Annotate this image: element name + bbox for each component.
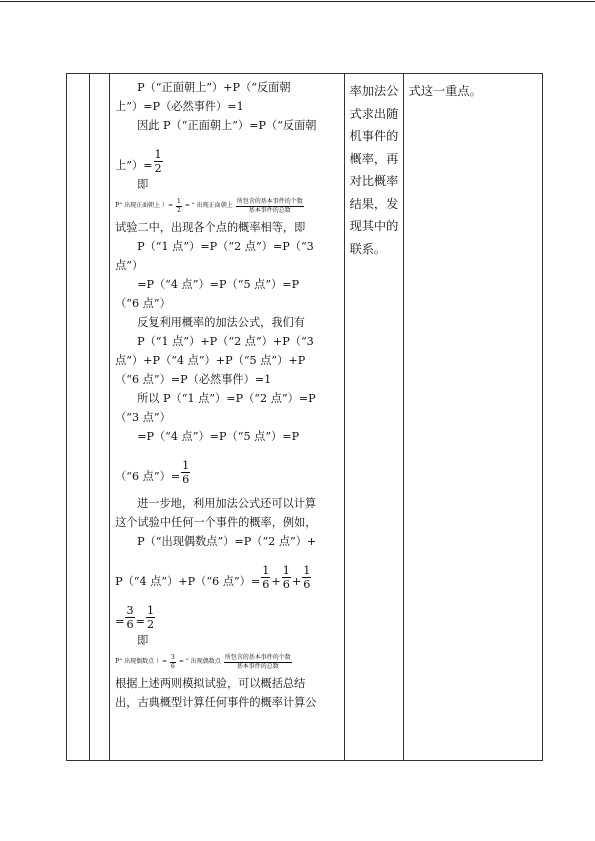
fraction: $\frac{1}{2}$ [146, 604, 155, 631]
design-intent-text: 率加法公 式求出随 机事件的 概率，再 对比概率 结果，发 现其中的 联系。 [349, 84, 399, 256]
text-line: P（“出现偶数点”）=P（“2 点”）+ [137, 535, 317, 548]
formula-small: P“ 出现偶数点 ）= $\frac{3}{6}$ = “ 出现偶数点 $\frac{\text{所包含的基本事件的个数}}{\text{基本事件的总数}}$ [115, 653, 291, 670]
text-line: 即 [137, 178, 149, 191]
design-intent-cell [344, 74, 403, 761]
blank-cell-2 [90, 74, 110, 761]
text-line: 根据上述两则模拟试验，可以概括总结 [115, 677, 306, 690]
text-line: P（“1 点”）=P（“2 点”）=P（“3 [137, 240, 314, 253]
text-line: （“6 点”）=P（必然事件）=1 [115, 373, 272, 386]
blank-cell-1 [67, 74, 90, 761]
text-line: 即 [137, 634, 149, 647]
derivation-text [110, 74, 343, 712]
content-cell [110, 74, 344, 761]
fraction: $\frac{1}{6}$ [182, 459, 190, 486]
text-line: （“3 点”） [115, 411, 171, 424]
fraction: $\frac{3}{6}$ [126, 604, 134, 631]
fraction-line: = $\frac{3}{6}$ = $\frac{1}{2}$ [115, 604, 155, 631]
notes-text: 式这一重点。 [408, 84, 482, 98]
text-line: P（“1 点”）+P（“2 点”）+P（“3 [137, 335, 314, 348]
fraction-line: 上”）= $\frac{1}{2}$ [115, 148, 162, 175]
text-line: =P（“4 点”）=P（“5 点”）=P [137, 430, 300, 443]
text-line: 上”）=P（必然事件）=1 [115, 100, 244, 113]
text-line: 点”）+P（“4 点”）+P（“5 点”）+P [115, 354, 306, 367]
formula-small: P“ 出现正面朝上 ）= $\frac{1}{2}$ = “ 出现正面朝上 $\frac{\text{所包含的基本事件的个数}}{\text{基本事件的总数}}$ [115, 197, 303, 214]
fraction-line: （“6 点”）= $\frac{1}{6}$ [115, 459, 190, 486]
text-line: 出，古典概型计算任何事件的概率计算公 [115, 696, 317, 709]
table-row [67, 74, 543, 761]
lesson-table [66, 73, 543, 761]
text-line: 点”） [115, 259, 144, 272]
text-line: （“6 点”） [115, 297, 171, 310]
fraction: $\frac{1}{6}$ [282, 564, 290, 591]
text-line: 所以 P（“1 点”）=P（“2 点”）=P [137, 392, 316, 405]
header-rule [0, 1, 595, 2]
notes-cell [403, 74, 542, 761]
text-line: 进一步地，利用加法公式还可以计算 [137, 497, 317, 510]
text-line: P（“正面朝上”）+P（“反面朝 [137, 81, 291, 94]
text-line: 反复利用概率的加法公式，我们有 [137, 316, 305, 329]
fraction: $\frac{1}{2}$ [154, 148, 162, 175]
text-line: 因此 P（“正面朝上”）=P（“反面朝 [137, 119, 317, 132]
fraction: $\frac{1}{6}$ [303, 564, 311, 591]
fraction-line: P（“4 点”）+P（“6 点”）= $\frac{1}{6}$ + $\frac{1}{6}$ + $\frac{1}{6}$ [115, 564, 311, 591]
text-line: =P（“4 点”）=P（“5 点”）=P [137, 278, 300, 291]
text-line: 试验二中，出现各个点的概率相等，即 [115, 221, 306, 234]
text-line: 这个试验中任何一个事件的概率，例如， [115, 516, 317, 529]
fraction: $\frac{1}{6}$ [262, 564, 270, 591]
